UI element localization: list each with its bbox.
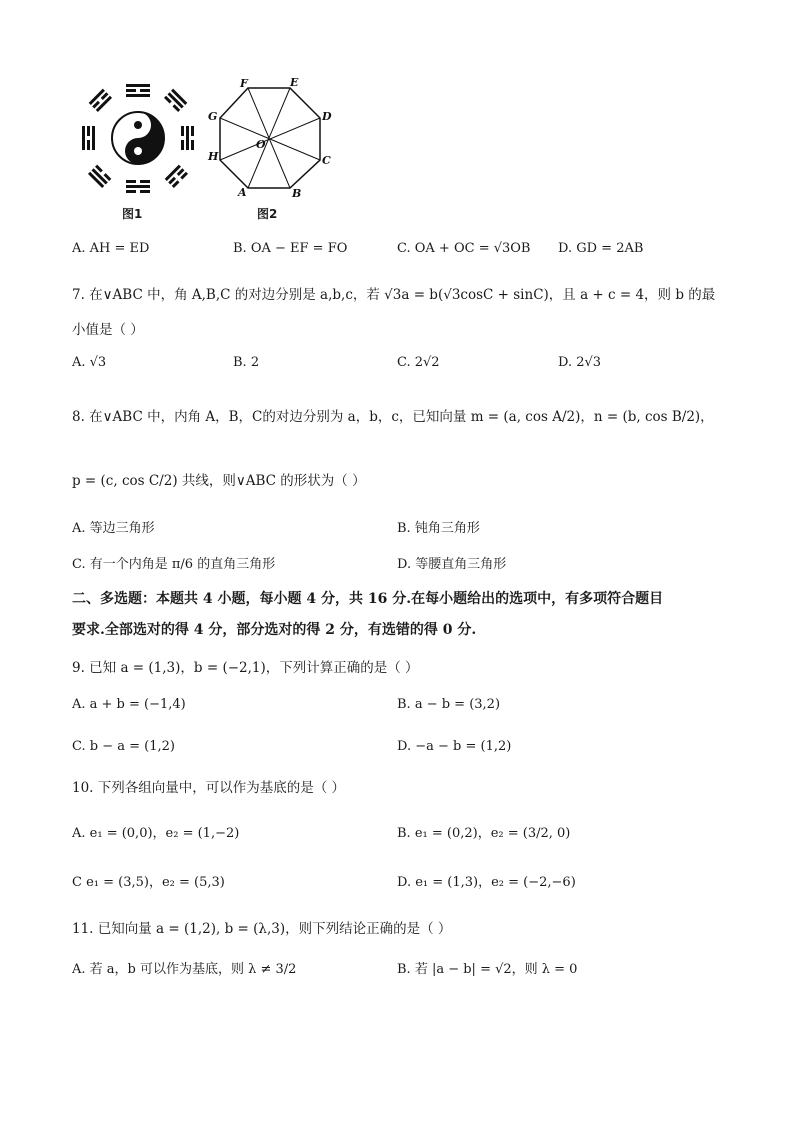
q10-option-a: A. e₁ = (0,0)，e₂ = (1,−2) xyxy=(72,826,240,841)
vertex-label-e: E xyxy=(290,76,299,89)
q11-stem: 11. 已知向量 a = (1,2), b = (λ,3)，则下列结论正确的是（ ） xyxy=(72,921,452,937)
q6-option-c: C. OA + OC = √3OB xyxy=(397,241,531,256)
q9-option-a: A. a + b = (−1,4) xyxy=(72,697,186,712)
vertex-label-c: C xyxy=(322,154,331,167)
vertex-label-f: F xyxy=(240,77,248,90)
q7-option-a: A. √3 xyxy=(72,355,107,370)
q8-option-b: B. 钝角三角形 xyxy=(397,521,480,536)
q8-stem-line-1: 8. 在∨ABC 中，内角 A，B，C的对边分别为 a，b，c，已知向量 m = (a, cos A/2)，n = (b, cos B/2)， xyxy=(72,409,714,425)
q9-option-b: B. a − b = (3,2) xyxy=(397,697,501,712)
figure-1-taiji xyxy=(78,80,198,198)
taiji-bagua-diagram xyxy=(78,80,198,198)
octagon-diagram xyxy=(206,76,332,198)
vertex-label-b: B xyxy=(292,187,302,198)
vertex-label-g: G xyxy=(208,110,218,123)
figure-2-octagon xyxy=(206,76,332,198)
q11-option-a: A. 若 a，b 可以作为基底，则 λ ≠ 3/2 xyxy=(72,962,297,977)
center-label-o: O xyxy=(256,138,266,151)
q6-option-a: A. AH = ED xyxy=(72,241,150,256)
q8-option-a: A. 等边三角形 xyxy=(72,521,155,536)
q10-option-d: D. e₁ = (1,3)，e₂ = (−2,−6) xyxy=(397,875,576,890)
q11-option-b: B. 若 |a − b| = √2，则 λ = 0 xyxy=(397,962,578,977)
section-2-heading-line-2: 要求.全部选对的得 4 分，部分选对的得 2 分，有选错的得 0 分. xyxy=(72,622,477,638)
q8-stem-line-2: p = (c, cos C/2) 共线，则∨ABC 的形状为（ ） xyxy=(72,473,366,489)
q10-stem: 10. 下列各组向量中，可以作为基底的是（ ） xyxy=(72,780,346,796)
q6-option-d: D. GD = 2AB xyxy=(558,241,644,256)
vertex-label-h: H xyxy=(208,150,219,163)
q7-option-b: B. 2 xyxy=(233,355,260,370)
q7-stem-line-1: 7. 在∨ABC 中，角 A,B,C 的对边分别是 a,b,c，若 √3a = b(√3cosC + sinC)，且 a + c = 4，则 b 的最 xyxy=(72,287,716,303)
q7-stem-line-2: 小值是（ ） xyxy=(72,322,144,338)
q8-option-c: C. 有一个内角是 π/6 的直角三角形 xyxy=(72,557,276,572)
section-2-heading-line-1: 二、多选题：本题共 4 小题，每小题 4 分，共 16 分.在每小题给出的选项中，有多项符合题目 xyxy=(72,591,664,607)
vertex-label-a: A xyxy=(238,186,247,198)
figure-2-caption: 图2 xyxy=(257,207,278,221)
q6-option-b: B. OA − EF = FO xyxy=(233,241,348,256)
q7-option-d: D. 2√3 xyxy=(558,355,602,370)
figure-1-caption: 图1 xyxy=(122,207,143,221)
q9-option-d: D. −a − b = (1,2) xyxy=(397,739,512,754)
q10-option-b: B. e₁ = (0,2)，e₂ = (3/2, 0) xyxy=(397,826,571,841)
vertex-label-d: D xyxy=(322,110,332,123)
q10-option-c: C e₁ = (3,5)，e₂ = (5,3) xyxy=(72,875,225,890)
q9-stem: 9. 已知 a = (1,3)，b = (−2,1)，下列计算正确的是（ ） xyxy=(72,660,419,676)
q8-option-d: D. 等腰直角三角形 xyxy=(397,557,507,572)
q7-option-c: C. 2√2 xyxy=(397,355,440,370)
q9-option-c: C. b − a = (1,2) xyxy=(72,739,175,754)
